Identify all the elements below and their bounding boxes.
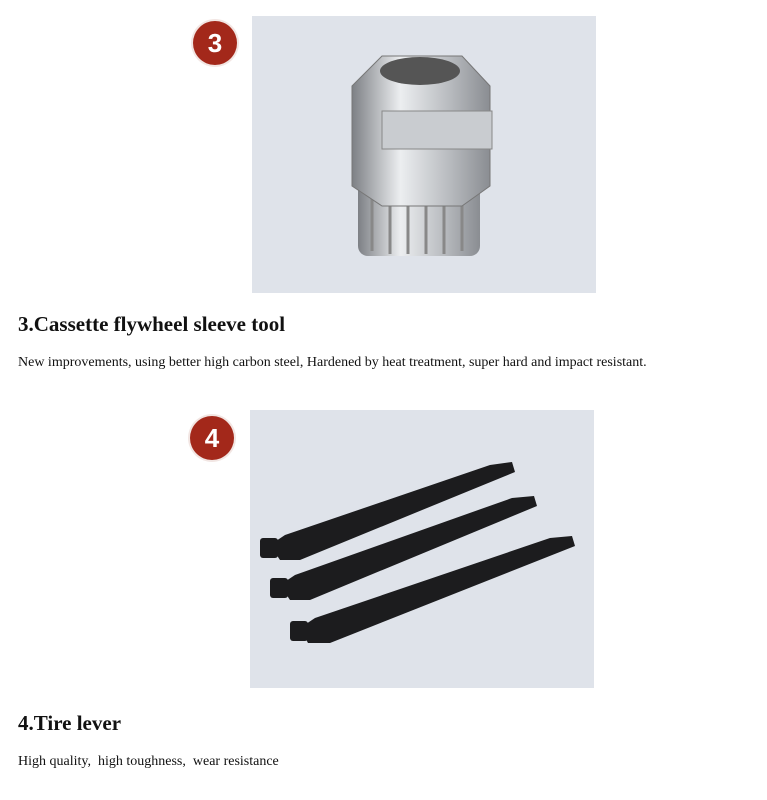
- product-image-tire-lever: [250, 410, 594, 688]
- step-badge-4: 4: [190, 416, 234, 460]
- product-image-cassette-tool: [252, 16, 596, 293]
- item-description-3: New improvements, using better high carbon steel, Hardened by heat treatment, super hard and impact resistant.: [18, 355, 647, 370]
- item-title-3: 3.Cassette flywheel sleeve tool: [18, 312, 286, 336]
- item-description-4: High quality, high toughness, wear resistance: [18, 754, 279, 769]
- item-title-4: 4.Tire lever: [18, 711, 122, 735]
- step-badge-3: 3: [193, 21, 237, 65]
- cassette-tool-illustration: [252, 16, 596, 293]
- tire-lever-illustration: [250, 410, 594, 688]
